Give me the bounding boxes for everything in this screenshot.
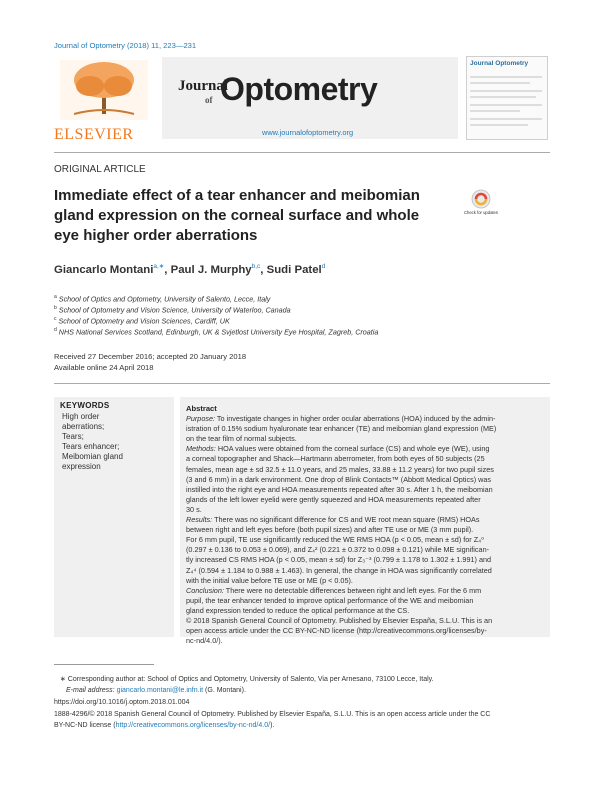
footnote-divider xyxy=(54,664,154,665)
abstract-section-label: Conclusion: xyxy=(186,585,224,595)
keyword: aberrations; xyxy=(62,422,105,431)
abstract-section-label: Purpose: xyxy=(186,414,216,423)
article-title: Immediate effect of a tear enhancer and meibomian gland expression on the corneal surface and whole eye higher order aberrations xyxy=(54,187,420,244)
author-affiliation-marker[interactable]: a,∗ xyxy=(153,263,165,270)
license-link[interactable]: http://creativecommons.org/licenses/by-nc-nd/4.0/ xyxy=(115,722,271,729)
abstract-text: (0.297 ± 0.136 to 0.053 ± 0.069), and Z₄² (0.221 ± 0.372 to 0.098 ± 0.121) while ME significan- xyxy=(186,545,490,555)
abstract-text: a corneal topographer and Shack—Hartmann aberrometer, from both eyes of 50 subjects (25 xyxy=(186,454,485,464)
affiliation: $^a$ School of Optics and Optometry, University of Salento, Lecce, Italy xyxy=(54,294,271,304)
abstract-line xyxy=(186,434,297,444)
publisher-name: ELSEVIER xyxy=(54,126,134,143)
abstract-text: HOA values were obtained from the corneal surface (CS) and whole eye (WE), using xyxy=(215,444,490,454)
article-type: ORIGINAL ARTICLE xyxy=(54,164,146,175)
header-divider xyxy=(54,152,550,153)
author-name: Paul J. Murphy xyxy=(170,263,252,276)
cover-text-line xyxy=(470,124,528,126)
keyword: Tears enhancer; xyxy=(62,442,120,451)
abstract-line xyxy=(186,424,496,434)
affiliation: $^c$ School of Optometry and Vision Sciences, Cardiff, UK xyxy=(54,316,230,326)
abstract-text: Z₄⁴ (0.594 ± 1.184 to 0.988 ± 1.463). In general, the change in HOA was significantly correlated xyxy=(186,565,492,575)
email-link[interactable]: giancarlo.montani@le.infn.it xyxy=(116,687,204,694)
cover-text-line xyxy=(470,96,536,98)
cover-title: Journal Optometry xyxy=(470,60,529,67)
abstract-line xyxy=(186,545,489,555)
affiliation: $^d$ NHS National Services Scotland, Edinburgh, UK & Svjetlost University Eye Hospital, Zagreb, Croatia xyxy=(54,327,379,337)
abstract-section-label: Results: xyxy=(186,515,213,524)
abstract-line xyxy=(186,586,481,596)
abstract-text: glands of the left lower eyelid were gently squeezed and HOA measurements repeated after xyxy=(186,494,481,504)
online-date: Available online 24 April 2018 xyxy=(54,363,154,372)
abstract-text: For 6 mm pupil, TE use significantly reduced the WE RMS HOA (p < 0.05, mean ± sd) for Z₄⁰ xyxy=(186,535,485,545)
affiliation: $^b$ School of Optometry and Vision Science, University of Waterloo, Canada xyxy=(54,305,291,315)
abstract-line xyxy=(186,576,353,586)
abstract-line xyxy=(186,636,223,646)
abstract-line xyxy=(186,414,495,424)
abstract-text: tly increased CS RMS HOA (p < 0.05, mean ± sd) for Z₃⁻³ (0.799 ± 1.178 to 1.302 ± 1.991) and xyxy=(186,555,492,565)
cover-text-line xyxy=(470,90,542,92)
abstract-line xyxy=(186,475,491,485)
email-suffix: (G. Montani). xyxy=(205,687,246,694)
author-name: Sudi Patel xyxy=(266,263,322,276)
abstract-line xyxy=(186,616,492,626)
cover-text-line xyxy=(470,104,542,106)
license-line: 1888-4296/© 2018 Spanish General Council of Optometry. Published by Elsevier España, S.L.U. This is an open access article under the CC xyxy=(54,711,491,718)
abstract-line xyxy=(186,566,492,576)
abstract-text: (3 and 6 mm) in a dark environment. One drop of Blink Contacts™ (Abbott Medical Optics) was xyxy=(186,474,492,484)
author-list: Giancarlo Montani$^{a,∗}$, Paul J. Murphy$^{b,c}$, Sudi Patel$^d$ xyxy=(54,263,326,276)
abstract-line xyxy=(186,555,491,565)
cover-text-line xyxy=(470,110,520,112)
abstract-text: instilled into the right eye and HOA measurements repeated after 30 s. After 1 h, the meibomian xyxy=(186,484,493,494)
abstract-line xyxy=(186,535,484,545)
abstract-text: females, mean age ± sd 32.5 ± 11.0 years, and 25 males, 33.88 ± 11.2 years) for two pupil sizes xyxy=(186,464,494,474)
journal-title-part1: Journal xyxy=(178,78,229,94)
journal-title-part2: Optometry xyxy=(220,71,378,107)
abstract-heading: Abstract xyxy=(186,404,217,413)
section-divider xyxy=(54,383,550,384)
abstract-section-label: Methods: xyxy=(186,444,216,454)
abstract-line xyxy=(186,485,493,495)
keyword: expression xyxy=(62,462,101,471)
keyword: Meibomian gland xyxy=(62,452,123,461)
abstract-text: There were no detectable differences between right and left eyes. For the 6 mm xyxy=(223,585,482,595)
abstract-text: pupil, the tear enhancer tended to improve optical performance of the WE and meibomian xyxy=(186,595,474,605)
cover-text-line xyxy=(470,118,542,120)
abstract-line xyxy=(186,505,202,515)
abstract-text: open access article under the CC BY-NC-ND license (http://creativecommons.org/licenses/by- xyxy=(186,626,487,636)
abstract-text: nc-nd/4.0/). xyxy=(186,636,223,646)
abstract-line xyxy=(186,606,409,616)
cover-text-line xyxy=(470,82,530,84)
abstract-line xyxy=(186,596,473,606)
keywords-heading: KEYWORDS xyxy=(60,401,110,410)
received-date: Received 27 December 2016; accepted 20 January 2018 xyxy=(54,352,247,361)
author-name: Giancarlo Montani xyxy=(54,263,154,276)
author-affiliation-marker[interactable]: d xyxy=(321,263,326,270)
abstract-text: gland expression tended to reduce the optical performance at the CS. xyxy=(186,605,410,615)
journal-reference[interactable]: Journal of Optometry (2018) 11, 223—231 xyxy=(54,41,197,50)
abstract-text: 30 s. xyxy=(186,504,202,514)
abstract-line xyxy=(186,515,480,525)
abstract-text: on the tear film of normal subjects. xyxy=(186,434,297,444)
abstract-text: istration of 0.15% sodium hyaluronate tear enhancer (TE) and meibomian gland expression (ME) xyxy=(186,424,497,434)
check-updates-label: Check for updates xyxy=(464,210,498,215)
abstract-text: between right and left eyes before (both pupil sizes) and after TE use or ME (3 mm pupil). xyxy=(186,525,474,535)
journal-website[interactable]: www.journalofoptometry.org xyxy=(262,128,354,137)
abstract-text: To investigate changes in higher order ocular aberrations (HOA) induced by the admin- xyxy=(215,414,496,423)
abstract-text: © 2018 Spanish General Council of Optometry. Published by Elsevier España, S.L.U. This is an xyxy=(186,616,493,625)
journal-title-of: of xyxy=(205,95,213,105)
email-label: E-mail address: xyxy=(66,687,115,694)
doi-link[interactable]: https://doi.org/10.1016/j.optom.2018.01.004 xyxy=(54,699,190,706)
email-note xyxy=(66,687,246,694)
check-for-updates-icon[interactable] xyxy=(464,188,498,218)
keyword: High order xyxy=(62,412,100,421)
cover-text-line xyxy=(470,76,542,78)
abstract-line xyxy=(186,465,494,475)
author-affiliation-marker[interactable]: b,c xyxy=(251,263,261,270)
abstract-text: There was no significant difference for CS and WE root mean square (RMS) HOAs xyxy=(212,515,480,524)
keyword: Tears; xyxy=(62,432,84,441)
license-line: BY-NC-ND license (http://creativecommons.org/licenses/by-nc-nd/4.0/). xyxy=(54,722,275,729)
journal-cover-thumbnail xyxy=(466,56,548,140)
corresponding-author-note: ∗ Corresponding author at: School of Optics and Optometry, University of Salento, Via per Arnesano, 73100 Lecce, Italy. xyxy=(60,676,434,683)
abstract-line xyxy=(186,495,481,505)
abstract-line xyxy=(186,454,485,464)
abstract-text: with the initial value before TE use or ME (p < 0.05). xyxy=(186,575,353,585)
abstract-line xyxy=(186,444,489,454)
abstract-line xyxy=(186,525,473,535)
abstract-line xyxy=(186,626,487,636)
